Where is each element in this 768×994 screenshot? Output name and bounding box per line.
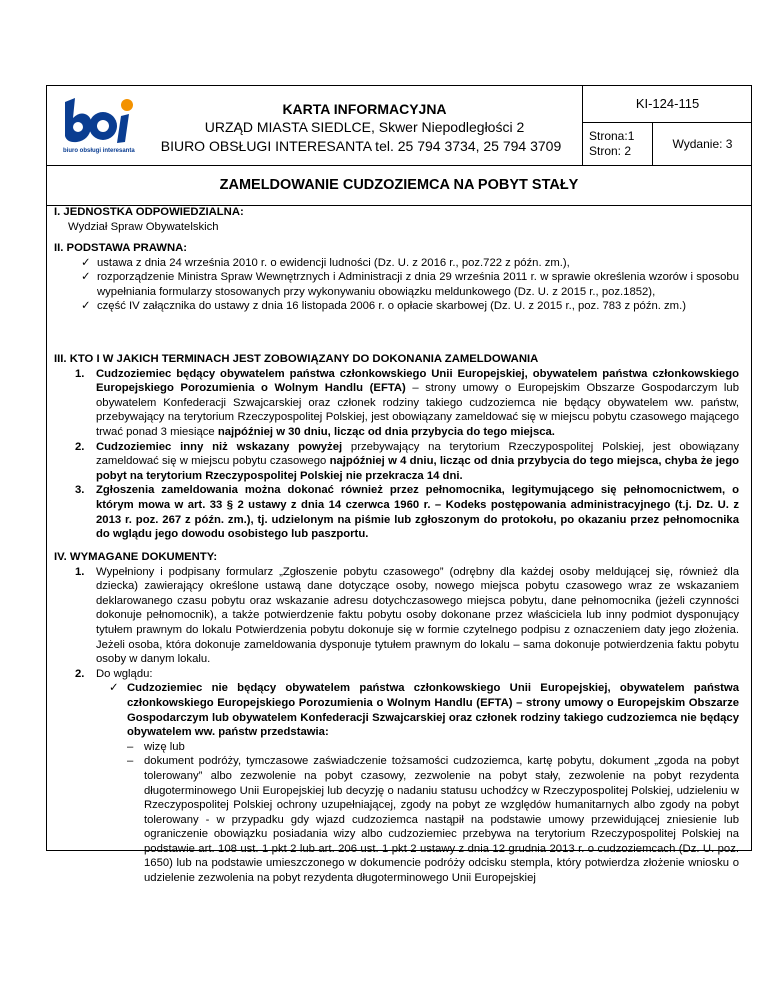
header-table [46,85,752,166]
list-item: ✓ część IV załącznika do ustawy z dnia 16 listopada 2006 r. o opłacie skarbowej (Dz. U. z 2015 r., poz. 783 z późn. zm.) [81,300,686,313]
checkmark-icon: ✓ [81,271,91,284]
bureau-phones: BIURO OBSŁUGI INTERESANTA tel. 25 794 3734, 25 794 3709 [160,138,562,154]
document-title: ZAMELDOWANIE CUDZOZIEMCA NA POBYT STAŁY [46,165,752,206]
list-item: ✓ Cudzoziemiec nie będący obywatelem państwa członkowskiego Unii Europejskiej, obywatelem państwa członkowskiego Europejskiego Porozumienia o Wolnym Handlu (EFTA) – strony umowy o Europejskim Obszarze Gospodarczym lub obywatelem Konfederacji Szwajcarskiej oraz członek rodziny takiego cudzoziemca nie będący obywatelem ww. państw przedstawia: [109,682,739,739]
section-heading: I. JEDNOSTKA ODPOWIEDZIALNA: [54,206,244,218]
checkmark-icon: ✓ [81,256,91,269]
title-cell [147,86,582,166]
checkmark-icon: ✓ [109,682,119,695]
list-item: 3. Zgłoszenia zameldowania można dokonać również przez pełnomocnika, legitymującego się pełnomocnictwem, o którym mowa w art. 33 § 2 ustawy z dnia 14 czerwca 1960 r. – Kodeks postępowania administracyjnego (t.j. Dz. U. z 2013 r. poz. 267 z późn. zm.), tj. udzielonym na piśmie lub zgłoszonym do protokołu, po okazaniu przez pełnomocnika do wglądu jego dowodu osobistego lub paszportu. [75,484,739,541]
edition: Wydanie: 3 [652,122,752,166]
list-item: 1. Wypełniony i podpisany formularz „Zgłoszenie pobytu czasowego” (odrębny dla każdej osoby meldującej się, również dla dziecka) zawierający określone ustawą dane dotyczące osoby, nowego miejsca pobytu czasowego wraz ze wskazaniem deklarowanego czasu pobytu oraz wskazanie adresu dotychczasowego miejsca pobytu, dane pełnomocnika (jeżeli czynności dokonuje pełnomocnik), a także potwierdzenie faktu pobytu osoby dokonane przez właściciela lub inny podmiot dysponujący tytułem prawnym do lokalu Potwierdzenia pobytu dokonuje się w formie czytelnego podpisu z oznaczeniem daty jego złożenia. Jeżeli osoba, która dokonuje zameldowania dysponuje tytułem prawnym do lokalu – sama dokonuje potwierdzenia faktu pobytu osoby w danym lokalu. [75,565,739,666]
section-heading: III. KTO I W JAKICH TERMINACH JEST ZOBOWIĄZANY DO DOKONANIA ZAMELDOWANIA [54,353,539,365]
svg-text:biuro obsługi interesanta: biuro obsługi interesanta [63,148,135,154]
boi-logo [61,96,137,154]
section-responsible-unit [47,205,751,234]
page-count: Stron: 2 [589,144,632,158]
list-item: 2. Do wglądu: [75,667,153,680]
list-item: 2. Cudzoziemiec inny niż wskazany powyżej przebywający na terytorium Rzeczypospolitej Polskiej, jest obowiązany zameldować się w miejscu pobytu czasowego najpóźniej w 4 dniu, licząc od dnia przybycia do tego miejsca, chyba że jego pobyt na terytorium Rzeczypospolitej Polskiej nie przekracza 14 dni. [75,440,740,482]
section-who-and-when [47,352,751,542]
info-card [46,85,752,885]
logo-cell [47,86,147,166]
list-item: 1. Cudzoziemiec będący obywatelem państwa członkowskiego Unii Europejskiej, obywatelem państwa członkowskiego Europejskiego Porozumienia o Wolnym Handlu (EFTA) – strony umowy o Europejskim Obszarze Gospodarczym lub obywatelem Konfederacji Szwajcarskiej oraz członek rodziny takiego cudzoziemca nie będący obywatelem ww. państw, przebywający na terytorium Rzeczypospolitej Polskiej, jest obowiązany zameldować się w miejscu pobytu czasowego mającego trwać ponad 3 miesiące najpóźniej w 30 dniu, licząc od dnia przybycia do tego miejsca. [75,367,739,438]
card-title: KARTA INFORMACYJNA [282,101,447,117]
section-required-documents [47,550,751,886]
page-number: Strona:1 [589,129,635,143]
section-legal-basis [47,241,751,314]
page-info [582,122,652,166]
card-code: KI-124-115 [582,86,752,123]
office-address: URZĄD MIASTA SIEDLCE, Skwer Niepodległości 2 [204,119,525,135]
section-heading: IV. WYMAGANE DOKUMENTY: [54,551,218,563]
section-heading: II. PODSTAWA PRAWNA: [54,242,188,254]
document-body [46,204,752,885]
checkmark-icon: ✓ [81,300,91,313]
list-item: – dokument podróży, tymczasowe zaświadczenie tożsamości cudzoziemca, kartę pobytu, dokument „zgoda na pobyt tolerowany” albo zezwolenie na pobyt czasowy, zezwolenie na pobyt stały, zezwolenie na pobyt rezydenta długoterminowego Unii Europejskiej lub decyzję o nadaniu statusu uchodźcy w Rzeczypospolitej Polskiej, udzieleniu w Rzeczypospolitej Polskiej ochrony uzupełniającej, zgody na pobyt ze względów humanitarnych albo zgody na pobyt tolerowany - w przypadku gdy wjazd cudzoziemca nastąpił na podstawie umowy przewidującej zniesienie lub ograniczenie obowiązku posiadania wizy albo cudzoziemiec przebywa na terytorium Rzeczypospolitej Polskiej na podstawie art. 108 ust. 1 pkt 2 lub art. 206 ust. 1 pkt 2 ustawy z dnia 12 grudnia 2013 r. o cudzoziemcach (Dz. U. poz. 1650) lub na podstawie umieszczonego w dokumencie podróży odcisku stempla, który potwierdza złożenie wniosku o udzielenie zezwolenia na pobyt rezydenta długoterminowego Unii Europejskiej [127,755,739,885]
list-item: – wizę lub [127,740,185,753]
section-text: Wydział Spraw Obywatelskich [68,220,219,233]
list-item: ✓ rozporządzenie Ministra Spraw Wewnętrznych i Administracji z dnia 29 września 2011 r. w sprawie określenia wzorów i sposobu wypełniania formularzy stosowanych przy wykonywaniu obowiązku meldunkowego (Dz. U. z 2015 r., poz.1852), [81,271,739,298]
list-item: ✓ ustawa z dnia 24 września 2010 r. o ewidencji ludności (Dz. U. z 2016 r., poz.722 z późn. zm.), [81,256,570,269]
